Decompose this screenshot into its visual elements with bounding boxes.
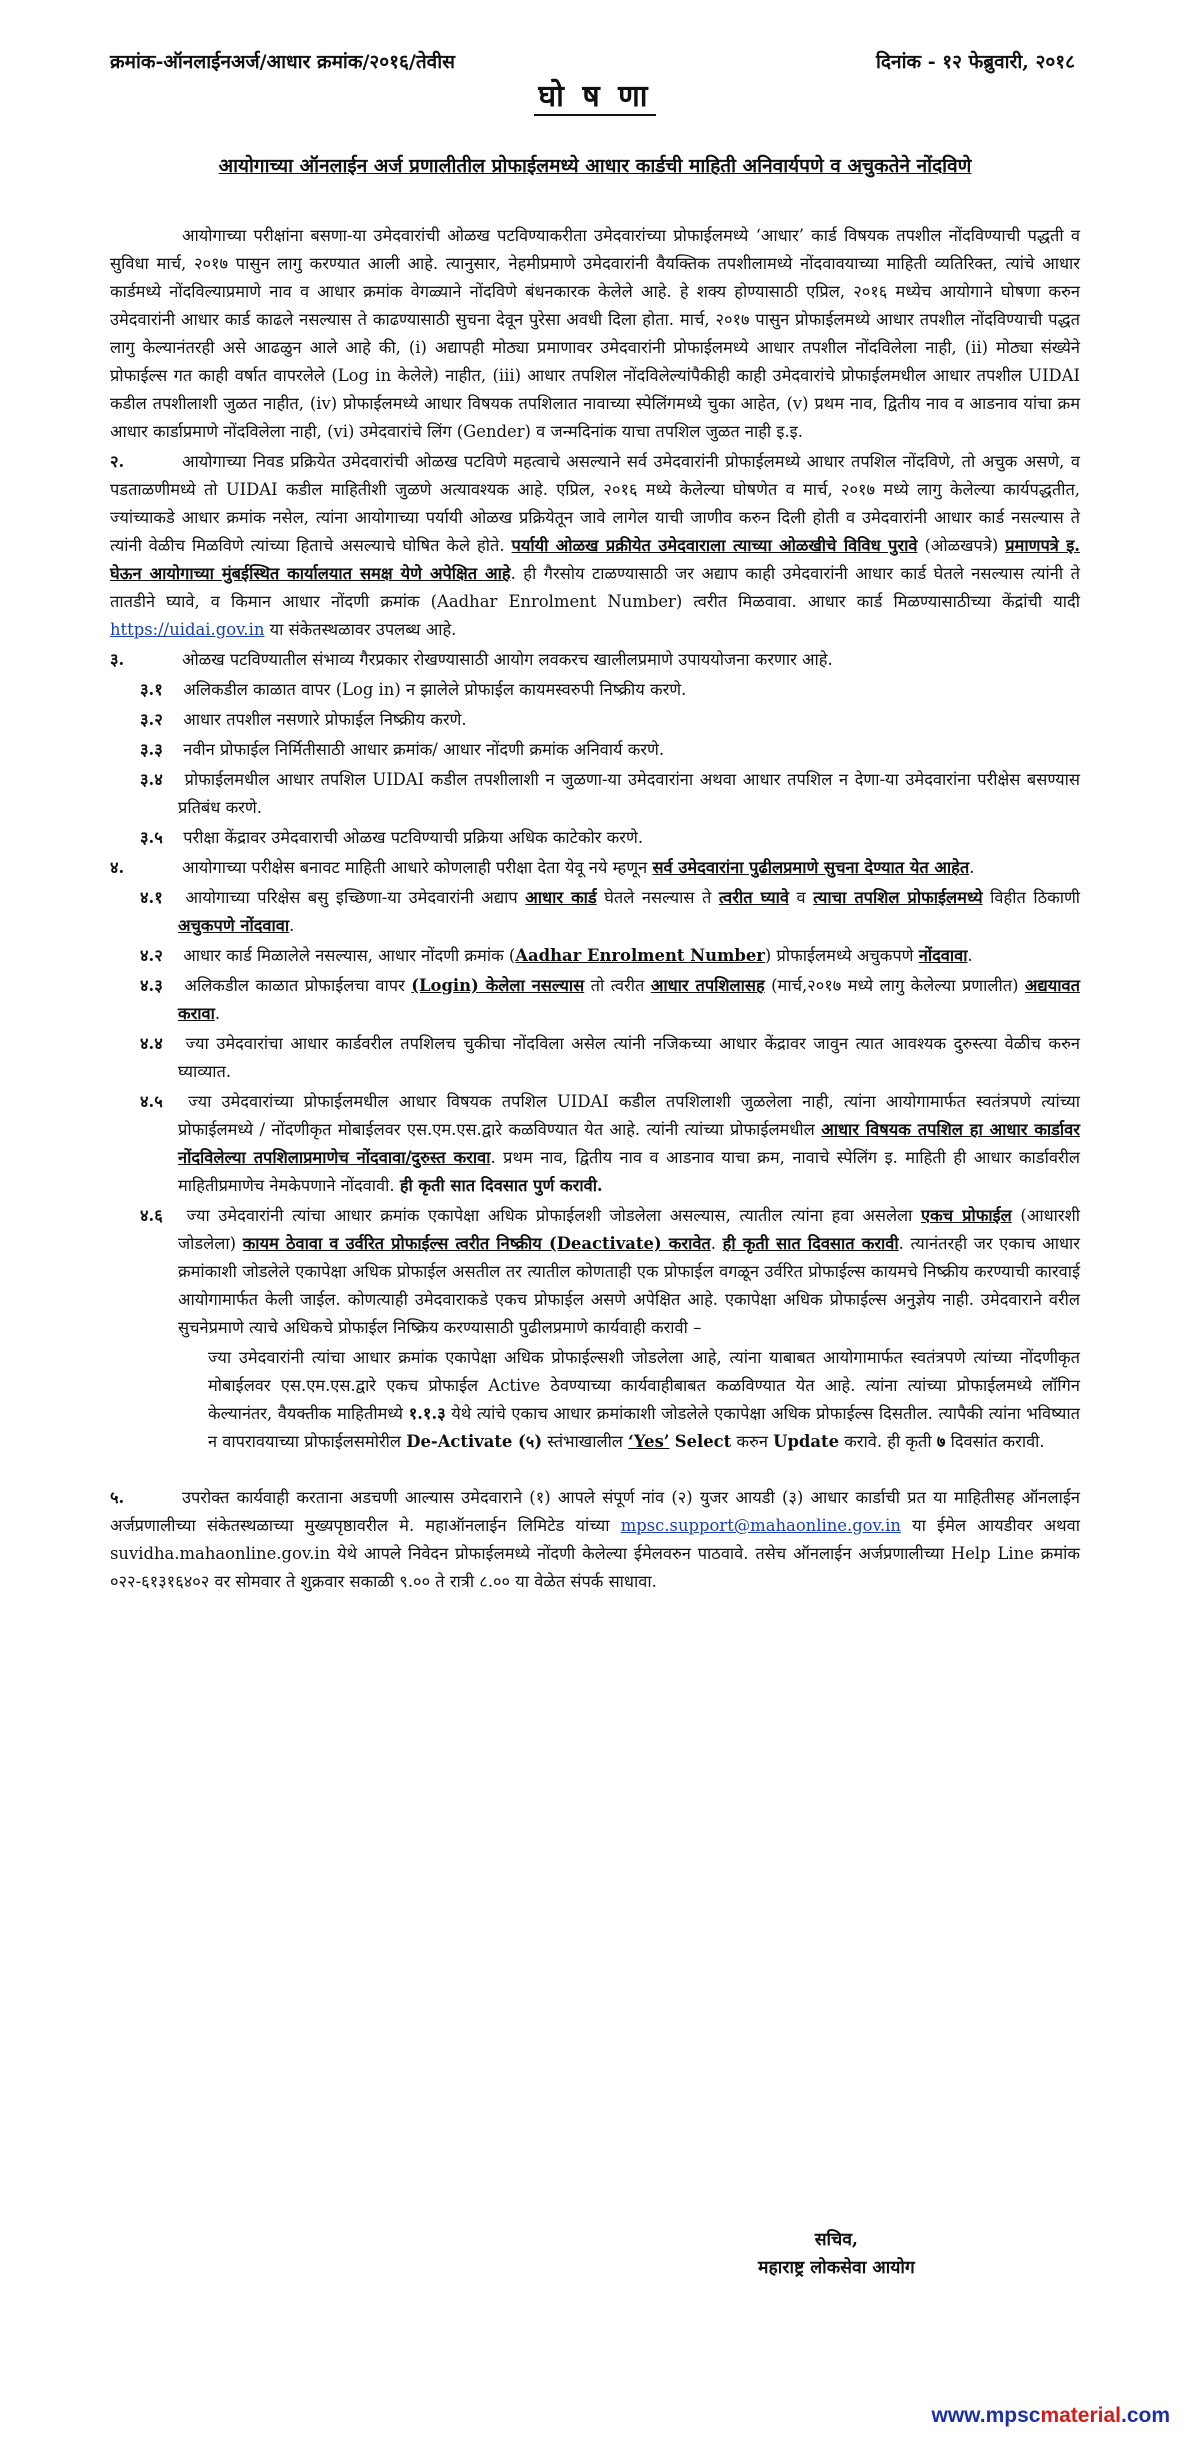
item-4-3-text-g: .	[214, 1004, 221, 1023]
item-4-6-text-a: ज्या उमेदवारांनी त्यांचा आधार क्रमांक एकापेक्षा अधिक प्रोफाईलशी जोडलेला असल्यास, त्यातील त्यांना हवा असलेला	[186, 1206, 913, 1225]
paragraph-2-text-3: या संकेतस्थळावर उपलब्ध आहे.	[269, 620, 457, 639]
spacer	[110, 1458, 1080, 1484]
notice-date: दिनांक - १२ फेब्रुवारी, २०१८	[876, 51, 1075, 73]
paragraph-2-bold-1: पर्यायी ओळख प्रक्रीयेत उमेदवाराला त्याच्या ओळखीचे विविध पुरावे	[511, 536, 918, 555]
item-4-3-text-f: अद्ययावत करावा	[178, 976, 1080, 1023]
inner-text-d: De-Activate (५)	[406, 1432, 543, 1451]
reference-number: क्रमांक-ऑनलाईनअर्ज/आधार क्रमांक/२०१६/तेवीस	[110, 51, 456, 73]
inner-text-e: स्तंभाखालील	[547, 1432, 623, 1451]
item-4-5-text-a: ज्या उमेदवारांच्या प्रोफाईलमधील आधार विषयक तपशिल UIDAI कडील तपशिलाशी जुळलेला नाही, त्यांना आयोगामार्फत स्वतंत्रपणे त्यांच्या प्रोफाईलमध्ये / नोंदणीकृत मोबाईलवर एस.एम.एस.द्वारे कळविण्यात येत आहे. त्यांनी त्यांच्या प्रोफाईलमधील	[178, 1092, 1081, 1139]
paragraph-2	[110, 448, 1080, 644]
uidai-link[interactable]: https://uidai.gov.in	[110, 620, 265, 639]
paragraph-2-text-1: आयोगाच्या निवड प्रक्रियेत उमेदवारांची ओळख पटविणे महत्वाचे असल्याने सर्व उमेदवारांनी प्रोफाईलमध्ये आधार तपशिल नोंदविणे, तो अचुक असणे, व पडताळणीमध्ये तो UIDAI कडील माहितीशी जुळणे अत्यावश्यक आहे. एप्रिल, २०१६ मध्ये केलेल्या घोषणेत व मार्च, २०१७ मध्ये लागु केलेल्या कार्यपद्धतीत, ज्यांच्याकडे आधार क्रमांक नसेल, त्यांना आयोगाच्या पर्यायी ओळख प्रक्रियेतून जावे लागेल याची जाणीव करुन दिली होती व उमेदवारांनी आधार कार्ड नसल्यास ते त्यांनी वेळीच मिळविणे त्यांच्या हिताचे असल्याचे घोषित केले होते.	[110, 452, 1080, 555]
paragraph-5-text-2: या ईमेल आयडीवर अथवा suvidha.mahaonline.gov.in येथे आपले निवेदन प्रोफाईलमध्ये नोंदणी केलेल्या ईमेलवरुन पाठवावे. तसेच ऑनलाईन अर्जप्रणालीच्या Help Line क्रमांक ०२२-६१३१६४०२ वर सोमवार ते शुक्रवार सकाळी ९.०० ते रात्री ८.०० या वेळेत संपर्क साधावा.	[110, 1516, 1080, 1591]
paragraph-4-number: ४.	[110, 858, 125, 877]
inner-text-l: दिवसांत करावी.	[950, 1432, 1045, 1451]
notice-subject: आयोगाच्या ऑनलाईन अर्ज प्रणालीतील प्रोफाईलमध्ये आधार कार्डची माहिती अनिवार्यपणे व अचुकतेने नोंदविणे	[218, 155, 972, 177]
paragraph-5-number: ५.	[110, 1488, 125, 1507]
item-4-2-text-e: .	[967, 946, 973, 965]
item-4-6-text-b: एकच प्रोफाईल	[921, 1206, 1012, 1225]
item-4-1-text-c: घेतले नसल्यास ते	[604, 888, 712, 907]
item-4-3-text-e: (मार्च,२०१७ मध्ये लागु केलेल्या प्रणालीत)	[771, 976, 1019, 995]
inner-text-g: Select	[674, 1432, 732, 1451]
item-4-6-text-e: .	[710, 1234, 716, 1253]
item-4-1-text-e: व	[796, 888, 806, 907]
list-item-3-3	[110, 736, 1080, 764]
inner-text-f: ‘Yes’	[628, 1432, 670, 1451]
support-email-link[interactable]: mpsc.support@mahaonline.gov.in	[620, 1516, 901, 1535]
item-4-6-text-d: कायम ठेवावा व उर्वरित प्रोफाईल्स त्वरीत निष्क्रीय (Deactivate) करावेत	[242, 1234, 711, 1253]
list-item-4-4	[110, 1030, 1080, 1086]
list-item-number: ४.६	[140, 1206, 163, 1225]
item-4-1-text-b: आधार कार्ड	[525, 888, 597, 907]
notice-title	[0, 74, 1190, 115]
list-item-number: ४.४	[140, 1034, 163, 1053]
inner-text-i: Update	[773, 1432, 839, 1451]
list-item-number: ३.१	[140, 680, 163, 699]
list-item-4-3	[110, 972, 1080, 1028]
list-item-4-6	[110, 1202, 1080, 1342]
deactivation-instructions	[110, 1344, 1080, 1456]
list-item-number: ३.५	[140, 828, 163, 847]
inner-text-c: येथे त्यांचे एकाच आधार क्रमांकाशी जोडलेले एकापेक्षा अधिक प्रोफाईल्स दिसतील. त्यापैकी त्यांना भविष्यात न वापरावयाच्या प्रोफाईलसमोरील	[208, 1404, 1080, 1451]
list-item-4-2	[110, 942, 1080, 970]
list-item-number: ४.१	[140, 888, 163, 907]
paragraph-2-bold-2: प्रमाणपत्रे इ. घेऊन आयोगाच्या मुंबईस्थित कार्यालयात समक्ष येणे अपेक्षित आहे	[110, 536, 1081, 583]
list-item-number: ३.२	[140, 710, 163, 729]
item-4-2-text-b: Aadhar Enrolment Number	[515, 946, 765, 965]
signature-title: सचिव,	[814, 2230, 859, 2250]
notice-title-text: घो ष णा	[534, 79, 655, 116]
list-item-number: ३.४	[140, 770, 163, 789]
paragraph-2-number: २.	[110, 452, 125, 471]
inner-text-j: करावे. ही कृती	[844, 1432, 932, 1451]
item-4-3-text-c: तो त्वरीत	[590, 976, 645, 995]
list-item-number: ४.२	[140, 946, 163, 965]
paragraph-5	[110, 1484, 1080, 1596]
item-4-2-text-d: नोंदवावा	[918, 946, 968, 965]
inner-text-h: करुन	[736, 1432, 768, 1451]
list-item-4-5	[110, 1088, 1080, 1200]
list-item-3-4	[110, 766, 1080, 822]
item-4-1-text-a: आयोगाच्या परिक्षेस बसु इच्छिणा-या उमेदवारांनी अद्याप	[185, 888, 518, 907]
list-item-3-5	[110, 824, 1080, 852]
paragraph-5-text-1: उपरोक्त कार्यवाही करताना अडचणी आल्यास उमेदवाराने (१) आपले संपूर्ण नांव (२) युजर आयडी (३) आधार कार्डाची प्रत या माहितीसह ऑनलाईन अर्जप्रणालीच्या संकेतस्थळाच्या मुख्यपृष्ठावरील मे. महाऑनलाईन लिमिटेड यांच्या	[110, 1488, 1080, 1535]
signature-block	[758, 2226, 915, 2282]
item-4-5-text-d: ही कृती सात दिवसात पुर्ण करावी.	[399, 1176, 603, 1195]
item-4-3-text-b: (Login) केलेला नसल्यास	[411, 976, 585, 995]
inner-text-b: १.१.३	[408, 1404, 446, 1423]
item-4-6-text-c: (आधारशी जोडलेला)	[178, 1206, 1080, 1253]
paragraph-2-plain-1: (ओळखपत्रे)	[924, 536, 999, 555]
watermark-part-1: www.mpsc	[931, 2404, 1041, 2427]
paragraph-4-intro: आयोगाच्या परीक्षेस बनावट माहिती आधारे कोणलाही परीक्षा देता येवू नये म्हणून	[182, 858, 648, 877]
paragraph-3-intro: ओळख पटविण्यातील संभाव्य गैरप्रकार रोखण्यासाठी आयोग लवकरच खालीलप्रमाणे उपाययोजना करणार आहे.	[182, 650, 833, 669]
item-4-3-text-a: अलिकडील काळात प्रोफाईलचा वापर	[184, 976, 405, 995]
list-item-number: ४.३	[140, 976, 163, 995]
list-item-3-1	[110, 676, 1080, 704]
list-item-text: नवीन प्रोफाईल निर्मितीसाठी आधार क्रमांक/ आधार नोंदणी क्रमांक अनिवार्य करणे.	[183, 740, 665, 759]
list-item-text: आधार तपशील नसणारे प्रोफाईल निष्क्रीय करणे.	[183, 710, 467, 729]
paragraph-3-number: ३.	[110, 650, 125, 669]
list-item-number: ३.३	[140, 740, 163, 759]
watermark-part-3: .com	[1120, 2404, 1170, 2427]
item-4-1-text-i: .	[289, 916, 295, 935]
item-4-3-text-d: आधार तपशिलासह	[650, 976, 765, 995]
list-item-text: प्रोफाईलमधील आधार तपशिल UIDAI कडील तपशीलाशी न जुळणा-या उमेदवारांना अथवा आधार तपशिल न देणा-या उमेदवारांना परीक्षेस बसण्यास प्रतिबंध करणे.	[178, 770, 1080, 817]
item-4-5-text-c: . प्रथम नाव, द्वितीय नाव व आडनाव याचा क्रम, नावाचे स्पेलिंग इ. माहिती ही आधार कार्डावरील माहितीप्रमाणेच नेमकेपणाने नोंदवावी.	[178, 1148, 1080, 1195]
paragraph-2-text-2: . ही गैरसोय टाळण्यासाठी जर अद्याप काही उमेदवारांनी आधार कार्ड घेतले नसल्यास त्यांनी ते तातडीने घ्यावे, व किमान आधार नोंदणी क्रमांक (Aadhar Enrolment Number) त्वरीत मिळवावा. आधार कार्ड मिळण्यासाठीच्या केंद्रांची यादी	[110, 564, 1080, 611]
paragraph-1: आयोगाच्या परीक्षांना बसणा-या उमेदवारांची ओळख पटविण्याकरीता उमेदवारांच्या प्रोफाईलमध्ये ‘आधार’ कार्ड विषयक तपशील नोंदविण्याची पद्धती व सुविधा मार्च, २०१७ पासुन लागु करण्यात आली आहे. त्यानुसार, नेहमीप्रमाणे उमेदवारांनी वैयक्तिक तपशीलामध्ये नोंदवावयाच्या माहिती व्यतिरिक्त, त्यांचे आधार कार्डमध्ये नोंदविल्याप्रमाणे नाव व आधार क्रमांक वेगळ्याने नोंदविणे बंधनकारक केलेले आहे. हे शक्य होण्यासाठी एप्रिल, २०१६ मध्येच आयोगाने घोषणा करुन उमेदवारांनी आधार कार्ड काढले नसल्यास ते काढण्यासाठी सुचना देवून पुरेसा अवधी दिला होता. मार्च, २०१७ पासुन प्रोफाईलमध्ये आधार तपशील नोंदविण्याची पद्धत लागु केल्यानंतरही असे आढळुन आले आहे की, (i) अद्यापही मोठ्या प्रमाणावर उमेदवारांनी प्रोफाईलमध्ये आधार तपशील नोंदविलेला नाही, (ii) मोठ्या संख्येने प्रोफाईल्स गत काही वर्षात वापरलेले (Log in केलेले) नाहीत, (iii) आधार तपशिल नोंदविलेल्यांपैकीही काही उमेदवारांचे प्रोफाईलमधील आधार तपशील UIDAI कडील तपशीलाशी जुळत नाहीत, (iv) प्रोफाईलमध्ये आधार विषयक तपशिलात नावाच्या स्पेलिंगमध्ये चुका आहेत, (v) प्रथम नाव, द्वितीय नाव व आडनाव यांचा क्रम आधार कार्डाप्रमाणे नोंदविलेला नाही, (vi) उमेदवारांचे लिंग (Gender) व जन्मदिनांक याचा तपशिल जुळत नाही इ.इ.	[110, 226, 1080, 441]
item-4-1-text-d: त्वरीत घ्यावे	[718, 888, 789, 907]
list-item-4-1	[110, 884, 1080, 940]
list-item-number: ४.५	[140, 1092, 163, 1111]
site-watermark	[932, 2404, 1170, 2428]
notice-body	[110, 222, 1080, 1598]
list-item-text: अलिकडील काळात वापर (Log in) न झालेले प्रोफाईल कायमस्वरुपी निष्क्रीय करणे.	[183, 680, 687, 699]
item-4-1-text-f: त्याचा तपशिल प्रोफाईलमध्ये	[813, 888, 983, 907]
list-item-3-2	[110, 706, 1080, 734]
item-4-1-text-h: अचुकपणे नोंदवावा	[178, 916, 290, 935]
watermark-part-2: material	[1040, 2404, 1121, 2427]
item-4-2-text-c: ) प्रोफाईलमध्ये अचुकपणे	[764, 946, 914, 965]
item-4-2-text-a: आधार कार्ड मिळालेले नसल्यास, आधार नोंदणी क्रमांक (	[183, 946, 516, 965]
item-4-6-text-f: ही कृती सात दिवसात करावी	[722, 1234, 899, 1253]
list-item-text: परीक्षा केंद्रावर उमेदवाराची ओळख पटविण्याची प्रक्रिया अधिक काटेकोर करणे.	[183, 828, 644, 847]
item-4-5-text-b: आधार विषयक तपशिल हा आधार कार्डावर नोंदविलेल्या तपशिलाप्रमाणेच नोंदवावा/दुरुस्त करावा	[178, 1120, 1080, 1167]
signature-organization: महाराष्ट्र लोकसेवा आयोग	[758, 2258, 915, 2278]
inner-text-a: ज्या उमेदवारांनी त्यांचा आधार क्रमांक एकापेक्षा अधिक प्रोफाईल्सशी जोडलेला आहे, त्यांना याबाबत आयोगामार्फत स्वतंत्रपणे त्यांच्या नोंदणीकृत मोबाईलवर एस.एम.एस.द्वारे एकच प्रोफाईल Active ठेवण्याच्या कार्यवाहीबाबत कळविण्यात येत आहे. त्यांना त्यांच्या प्रोफाईलमध्ये लॉगिन केल्यानंतर, वैयक्तीक माहितीमध्ये	[208, 1348, 1080, 1423]
paragraph-4-intro-bold: सर्व उमेदवारांना पुढीलप्रमाणे सुचना देण्यात येत आहेत	[652, 858, 970, 877]
paragraph-3	[110, 646, 1080, 674]
item-4-1-text-g: विहीत ठिकाणी	[990, 888, 1081, 907]
item-4-6-text-g: . त्यानंतरही जर एकाच आधार क्रमांकाशी जोडलेले एकापेक्षा अधिक प्रोफाईल असतील तर त्यातील कोणताही एक प्रोफाईल वगळून उर्वरित प्रोफाईल्स कायमचे निष्क्रीय करण्याची कारवाई आयोगामार्फत केली जाईल. कोणत्याही उमेदवाराकडे एकच प्रोफाईल असणे अपेक्षित आहे. एकापेक्षा अधिक प्रोफाईल्स अनुज्ञेय नाही. उमेदवाराने वरील सुचनेप्रमाणे त्याचे अधिकचे प्रोफाईल निष्क्रिय करण्यासाठी पुढीलप्रमाणे कार्यवाही करावी –	[178, 1234, 1080, 1337]
paragraph-4: ४. आयोगाच्या परीक्षेस बनावट माहिती आधारे कोणलाही परीक्षा देता येवू नये म्हणून सर्व उमेदवारांना पुढीलप्रमाणे सुचना देण्यात येत आहेत.	[110, 854, 1080, 882]
inner-text-k: ७	[936, 1432, 946, 1451]
item-4-4-text: ज्या उमेदवारांचा आधार कार्डवरील तपशिलच चुकीचा नोंदविला असेल त्यांनी नजिकच्या आधार केंद्रावर जावुन त्यात आवश्यक दुरुस्त्या वेळीच करुन घ्याव्यात.	[178, 1034, 1080, 1081]
